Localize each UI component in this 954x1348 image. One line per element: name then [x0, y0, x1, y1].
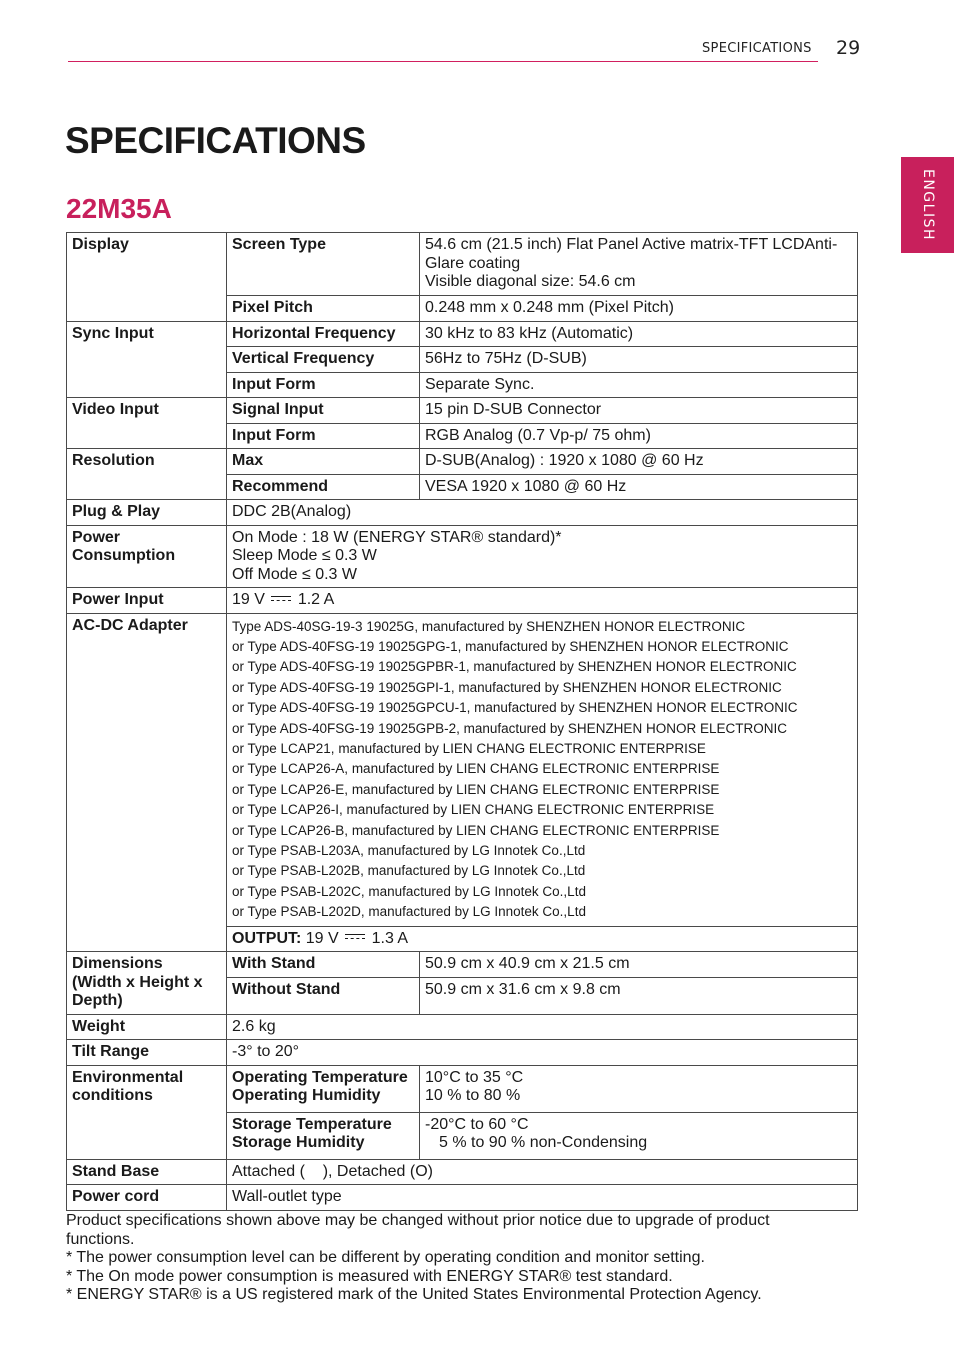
horizontal-frequency-label: Horizontal Frequency: [227, 321, 420, 347]
row-label-power-consumption: [67, 525, 227, 588]
resolution-max-label: Max: [227, 449, 420, 475]
environmental-label-line: Environmental: [72, 1068, 184, 1086]
row-label-plug-and-play: Plug & Play: [67, 500, 227, 526]
video-input-form-label: Input Form: [227, 423, 420, 449]
adapter-type: or Type ADS-40FSG-19 19025GPCU-1, manufactured by SHENZHEN HONOR ELECTRONIC: [232, 700, 798, 716]
plug-and-play-value: DDC 2B(Analog): [227, 500, 858, 526]
vertical-frequency-label: Vertical Frequency: [227, 347, 420, 373]
power-on-mode: On Mode : 18 W (ENERGY STAR® standard)*: [232, 528, 562, 546]
operating-conditions-label: [227, 1065, 420, 1112]
table-row: [67, 449, 858, 475]
resolution-max-value: D-SUB(Analog) : 1920 x 1080 @ 60 Hz: [420, 449, 858, 475]
operating-humidity-value: 10 % to 80 %: [425, 1087, 521, 1105]
sync-input-form-value: Separate Sync.: [420, 372, 858, 398]
row-label-environmental: [67, 1065, 227, 1159]
table-row: [67, 1014, 858, 1040]
table-row: [67, 500, 858, 526]
row-label-resolution: Resolution: [67, 449, 227, 500]
without-stand-value: 50.9 cm x 31.6 cm x 9.8 cm: [420, 977, 858, 1014]
power-consumption-label-line: Consumption: [72, 547, 176, 564]
power-consumption-value: [227, 525, 858, 588]
resolution-recommend-label: Recommend: [227, 474, 420, 500]
operating-conditions-value: [420, 1065, 858, 1112]
footnote-line: * ENERGY STAR® is a US registered mark of the United States Environmental Protection Agency.: [66, 1286, 762, 1303]
footnote-line: * The power consumption level can be different by operating condition and monitor setting.: [66, 1249, 705, 1266]
adapter-output-amp: 1.3 A: [371, 929, 409, 947]
power-cord-value: Wall-outlet type: [227, 1185, 858, 1211]
adapter-type: or Type LCAP26-A, manufactured by LIEN CHANG ELECTRONIC ENTERPRISE: [232, 761, 720, 777]
stand-base-value: Attached ( ), Detached (O): [227, 1159, 858, 1185]
resolution-recommend-value: VESA 1920 x 1080 @ 60 Hz: [420, 474, 858, 500]
adapter-type: or Type ADS-40FSG-19 19025GPG-1, manufactured by SHENZHEN HONOR ELECTRONIC: [232, 638, 789, 654]
adapter-type: or Type PSAB-L202C, manufactured by LG Innotek Co.,Ltd: [232, 883, 586, 899]
operating-temperature-value: 10°C to 35 °C: [425, 1068, 524, 1086]
adapter-output-value: [227, 926, 858, 952]
screen-type-label: Screen Type: [227, 233, 420, 296]
storage-temperature-label: Storage Temperature: [232, 1115, 392, 1133]
storage-conditions-value: [420, 1112, 858, 1159]
table-row: [67, 525, 858, 588]
screen-type-line: Visible diagonal size: 54.6 cm: [425, 273, 636, 290]
adapter-type: or Type PSAB-L203A, manufactured by LG Innotek Co.,Ltd: [232, 842, 586, 858]
model-title: 22M35A: [66, 193, 172, 224]
screen-type-line: Glare coating: [425, 254, 521, 272]
storage-temperature-value: -20°C to 60 °C: [425, 1115, 529, 1133]
spec-table: [66, 232, 858, 1211]
row-label-weight: Weight: [67, 1014, 227, 1040]
power-input-amp: 1.2 A: [297, 591, 335, 608]
adapter-type: or Type LCAP26-B, manufactured by LIEN CHANG ELECTRONIC ENTERPRISE: [232, 822, 720, 838]
adapter-type: or Type ADS-40FSG-19 19025GPBR-1, manufactured by SHENZHEN HONOR ELECTRONIC: [232, 659, 797, 675]
footnotes: [66, 1212, 826, 1305]
adapter-types-list: [227, 613, 858, 926]
adapter-type: or Type ADS-40FSG-19 19025GPB-2, manufactured by SHENZHEN HONOR ELECTRONIC: [232, 720, 787, 736]
adapter-type: or Type LCAP26-I, manufactured by LIEN CHANG ELECTRONIC ENTERPRISE: [232, 802, 715, 818]
vertical-frequency-value: 56Hz to 75Hz (D-SUB): [420, 347, 858, 373]
without-stand-label: Without Stand: [227, 977, 420, 1014]
sync-input-form-label: Input Form: [227, 372, 420, 398]
adapter-output-volt: 19 V: [305, 929, 339, 947]
row-label-dimensions: [67, 952, 227, 1015]
table-row: [67, 1065, 858, 1112]
table-row: [67, 952, 858, 978]
row-label-power-cord: Power cord: [67, 1185, 227, 1211]
pixel-pitch-label: Pixel Pitch: [227, 296, 420, 322]
video-input-form-value: RGB Analog (0.7 Vp-p/ 75 ohm): [420, 423, 858, 449]
pixel-pitch-value: 0.248 mm x 0.248 mm (Pixel Pitch): [420, 296, 858, 322]
signal-input-value: 15 pin D-SUB Connector: [420, 398, 858, 424]
tilt-range-value: -3° to 20°: [227, 1040, 858, 1066]
screen-type-value: [420, 233, 858, 296]
weight-value: 2.6 kg: [227, 1014, 858, 1040]
operating-temperature-label: Operating Temperature: [232, 1068, 408, 1086]
table-row: [67, 613, 858, 926]
storage-conditions-label: [227, 1112, 420, 1159]
dimensions-label-line: Depth): [72, 992, 123, 1010]
operating-humidity-label: Operating Humidity: [232, 1087, 381, 1105]
table-row: [67, 1159, 858, 1185]
table-row: [67, 321, 858, 347]
adapter-type: or Type PSAB-L202B, manufactured by LG Innotek Co.,Ltd: [232, 863, 586, 879]
footnote-line: functions.: [66, 1230, 135, 1248]
adapter-type: or Type PSAB-L202D, manufactured by LG Innotek Co.,Ltd: [232, 904, 586, 920]
table-row: [67, 1040, 858, 1066]
adapter-type: or Type LCAP21, manufactured by LIEN CHANG ELECTRONIC ENTERPRISE: [232, 740, 706, 756]
adapter-type: or Type LCAP26-E, manufactured by LIEN CHANG ELECTRONIC ENTERPRISE: [232, 781, 720, 797]
horizontal-frequency-value: 30 kHz to 83 kHz (Automatic): [420, 321, 858, 347]
table-row: [67, 588, 858, 614]
signal-input-label: Signal Input: [227, 398, 420, 424]
footnote-line: Product specifications shown above may be changed without prior notice due to upgrade of product: [66, 1212, 770, 1229]
screen-type-line: 54.6 cm (21.5 inch) Flat Panel Active matrix-TFT LCDAnti-: [425, 236, 838, 253]
dimensions-label-line: Dimensions: [72, 955, 163, 973]
power-off-mode: Off Mode ≤ 0.3 W: [232, 565, 357, 583]
footnote-line: * The On mode power consumption is measured with ENERGY STAR® test standard.: [66, 1267, 673, 1285]
dc-symbol-icon: [271, 596, 291, 603]
row-label-power-input: Power Input: [67, 588, 227, 614]
power-input-value: [227, 588, 858, 614]
row-label-display: Display: [67, 233, 227, 322]
power-input-volt: 19 V: [232, 591, 265, 608]
power-sleep-mode: Sleep Mode ≤ 0.3 W: [232, 547, 377, 564]
adapter-type: Type ADS-40SG-19-3 19025G, manufactured by SHENZHEN HONOR ELECTRONIC: [232, 618, 746, 634]
row-label-video-input: Video Input: [67, 398, 227, 449]
header-rule: [68, 61, 818, 62]
row-label-sync-input: Sync Input: [67, 321, 227, 398]
language-tab-label: ENGLISH: [919, 168, 936, 242]
row-label-stand-base: Stand Base: [67, 1159, 227, 1185]
power-consumption-label-line: Power: [72, 528, 121, 546]
page-title: SPECIFICATIONS: [65, 120, 366, 161]
environmental-label-line: conditions: [72, 1087, 153, 1105]
table-row: [67, 1185, 858, 1211]
table-row: [67, 398, 858, 424]
storage-humidity-label: Storage Humidity: [232, 1134, 365, 1152]
with-stand-label: With Stand: [227, 952, 420, 978]
page-number: 29: [836, 37, 861, 59]
language-tab: [901, 157, 954, 253]
row-label-ac-dc-adapter: AC-DC Adapter: [67, 613, 227, 952]
header-section-label: SPECIFICATIONS: [702, 41, 812, 56]
dimensions-label-line: (Width x Height x: [72, 973, 203, 991]
dc-symbol-icon: [345, 934, 365, 941]
storage-humidity-value: 5 % to 90 % non-Condensing: [439, 1134, 648, 1152]
adapter-output-label: OUTPUT:: [232, 929, 302, 947]
table-row: [67, 233, 858, 296]
adapter-type: or Type ADS-40FSG-19 19025GPI-1, manufactured by SHENZHEN HONOR ELECTRONIC: [232, 679, 782, 695]
with-stand-value: 50.9 cm x 40.9 cm x 21.5 cm: [420, 952, 858, 978]
row-label-tilt-range: Tilt Range: [67, 1040, 227, 1066]
